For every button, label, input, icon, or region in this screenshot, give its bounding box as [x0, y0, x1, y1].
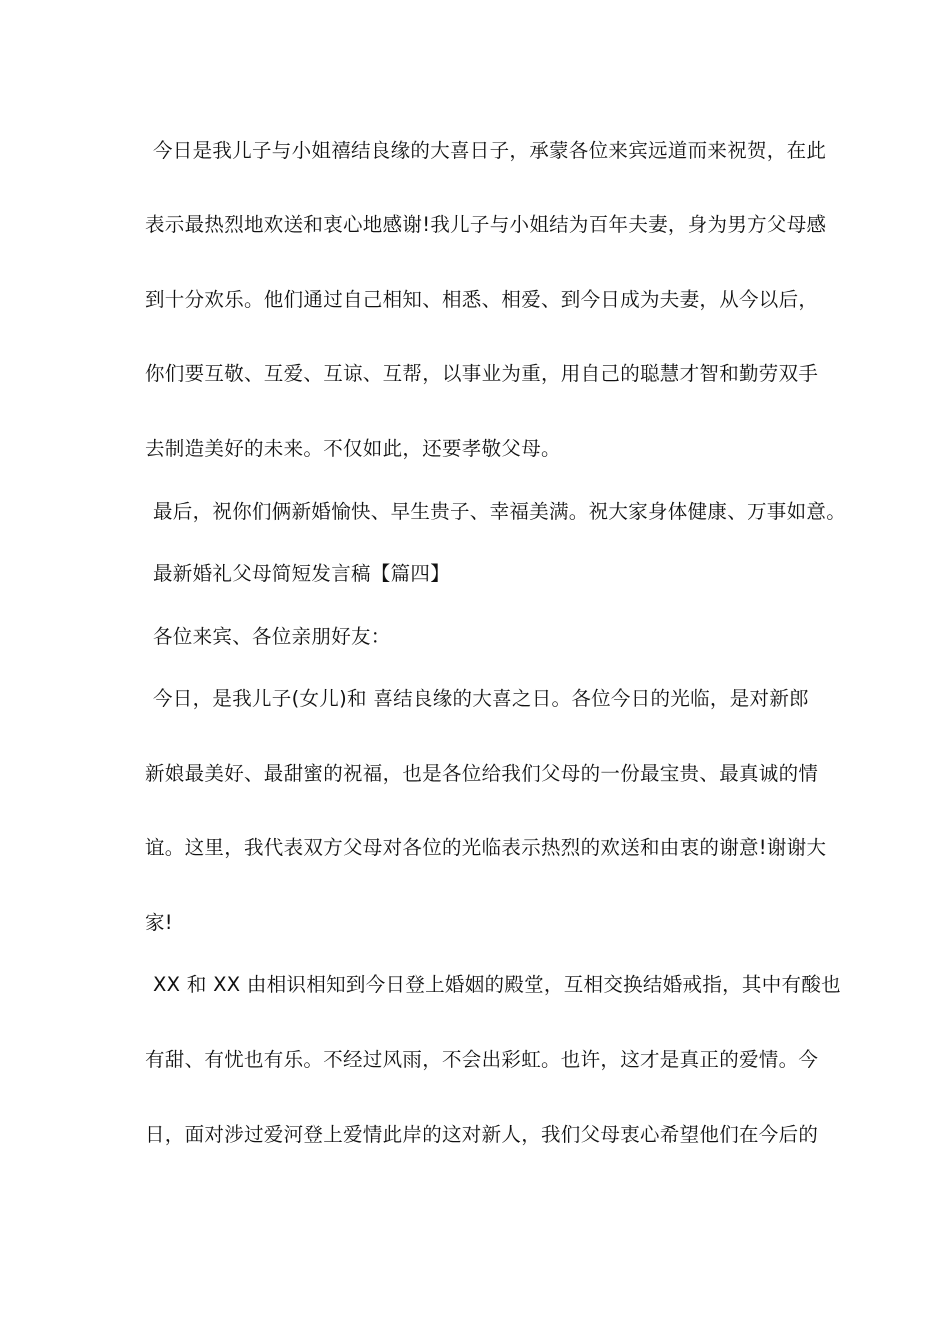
text-line: 谊。这里，我代表双方父母对各位的光临表示热烈的欢送和由衷的谢意!谢谢大 [145, 836, 827, 859]
text-line: 今日是我儿子与小姐禧结良缘的大喜日子，承蒙各位来宾远道而来祝贺，在此 [153, 139, 827, 162]
text-line: 新娘最美好、最甜蜜的祝福，也是各位给我们父母的一份最宝贵、最真诚的情 [145, 762, 819, 785]
text-line: 到十分欢乐。他们通过自己相知、相悉、相爱、到今日成为夫妻，从今以后， [145, 288, 819, 311]
text-line: XX 和 XX 由相识相知到今日登上婚姻的殿堂，互相交换结婚戒指，其中有酸也 [153, 973, 841, 996]
text-line: 家! [145, 911, 173, 934]
text-line: 最后，祝你们俩新婚愉快、早生贵子、幸福美满。祝大家身体健康、万事如意。 [153, 500, 847, 523]
salutation: 各位来宾、各位亲朋好友： [153, 625, 391, 648]
text-line: 有甜、有忧也有乐。不经过风雨，不会出彩虹。也许，这才是真正的爱情。今 [145, 1048, 819, 1071]
text-line: 去制造美好的未来。不仅如此，还要孝敬父母。 [145, 437, 561, 460]
text-line: 表示最热烈地欢送和衷心地感谢!我儿子与小姐结为百年夫妻，身为男方父母感 [145, 213, 827, 236]
section-heading: 最新婚礼父母简短发言稿【篇四】 [153, 562, 451, 585]
text-line: 你们要互敬、互爱、互谅、互帮，以事业为重，用自己的聪慧才智和勤劳双手 [145, 362, 819, 385]
text-line: 今日，是我儿子(女儿)和 喜结良缘的大喜之日。各位今日的光临，是对新郎 [153, 687, 809, 710]
text-line: 日，面对涉过爱河登上爱情此岸的这对新人，我们父母衷心希望他们在今后的 [145, 1123, 819, 1146]
